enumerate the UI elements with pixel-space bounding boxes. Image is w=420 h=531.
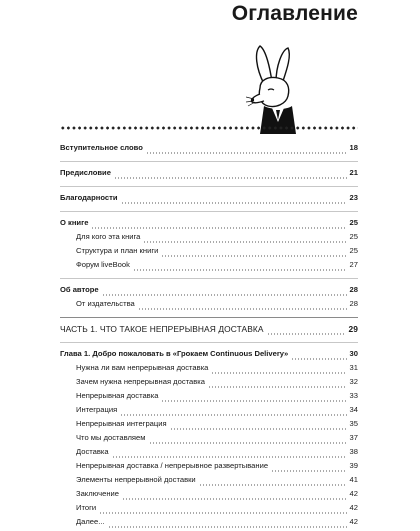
toc-entry-page: 33: [349, 391, 358, 400]
dot-leader: [161, 255, 346, 257]
mascot-illustration: [246, 44, 308, 134]
toc-entry-title: Форум liveBook: [76, 260, 130, 269]
dot-leader: [199, 484, 347, 486]
toc-entry-page: 34: [349, 405, 358, 414]
toc-entry-page: 28: [349, 285, 358, 294]
toc-entry-title: Элементы непрерывной доставки: [76, 475, 196, 484]
dot-leader: [114, 177, 347, 179]
dot-leader: [120, 414, 346, 416]
dot-leader: [91, 227, 346, 229]
toc-subentry[interactable]: [60, 489, 358, 503]
toc-entry-title: О книге: [60, 218, 89, 227]
dot-leader: [102, 294, 347, 296]
dot-leader: [112, 456, 347, 458]
toc-entry-page: 37: [349, 433, 358, 442]
dotted-divider: [60, 126, 358, 130]
table-of-contents: [60, 143, 358, 531]
dot-leader: [108, 526, 347, 528]
toc-entry-title: Непрерывная интеграция: [76, 419, 167, 428]
toc-subentry[interactable]: [60, 363, 358, 377]
toc-entry-title: От издательства: [76, 299, 135, 308]
toc-entry-page: 30: [349, 349, 358, 358]
toc-subentry[interactable]: [60, 391, 358, 405]
toc-entry-page: 25: [349, 232, 358, 241]
dot-leader: [143, 241, 346, 243]
toc-entry-title: Далее...: [76, 517, 105, 526]
toc-entry-acknowledgements[interactable]: [60, 193, 358, 207]
toc-entry-title: Глава 1. Добро пожаловать в «Грокаем Continuous Delivery»: [60, 349, 289, 358]
section-divider: [60, 211, 358, 212]
dot-leader: [161, 400, 346, 402]
toc-entry-title: Что мы доставляем: [76, 433, 146, 442]
toc-entry-title: ЧАСТЬ 1. ЧТО ТАКОЕ НЕПРЕРЫВНАЯ ДОСТАВКА: [60, 324, 264, 334]
toc-entry-foreword[interactable]: [60, 143, 358, 157]
toc-subentry[interactable]: [60, 405, 358, 419]
toc-entry-title: Интеграция: [76, 405, 118, 414]
toc-subentry[interactable]: [60, 377, 358, 391]
toc-subentry[interactable]: [60, 475, 358, 489]
toc-entry-page: 25: [349, 246, 358, 255]
toc-entry-title: Непрерывная доставка: [76, 391, 159, 400]
section-divider: [60, 186, 358, 187]
dot-leader: [122, 498, 347, 500]
toc-entry-about-author[interactable]: [60, 285, 358, 299]
toc-entry-page: 38: [349, 447, 358, 456]
toc-entry-title: Предисловие: [60, 168, 111, 177]
dot-leader: [271, 470, 347, 472]
toc-entry-page: 32: [349, 377, 358, 386]
dot-leader: [138, 308, 347, 310]
toc-entry-preface[interactable]: [60, 168, 358, 182]
toc-subentry[interactable]: [60, 232, 358, 246]
dot-leader: [146, 152, 347, 154]
dot-leader: [121, 202, 347, 204]
toc-entry-page: 21: [349, 168, 358, 177]
toc-entry-title: Заключение: [76, 489, 120, 498]
dot-leader: [99, 512, 346, 514]
section-divider: [60, 342, 358, 343]
toc-entry-title: Доставка: [76, 447, 109, 456]
toc-entry-page: 27: [349, 260, 358, 269]
toc-subentry[interactable]: [60, 299, 358, 313]
toc-entry-title: Об авторе: [60, 285, 99, 294]
dot-leader: [133, 269, 347, 271]
toc-entry-page: 25: [349, 218, 358, 227]
toc-entry-page: 39: [349, 461, 358, 470]
toc-entry-title: Структура и план книги: [76, 246, 159, 255]
toc-entry-chapter-1[interactable]: [60, 349, 358, 363]
toc-subentry[interactable]: [60, 433, 358, 447]
toc-subentry[interactable]: [60, 461, 358, 475]
toc-entry-page: 41: [349, 475, 358, 484]
toc-entry-title: Вступительное слово: [60, 143, 143, 152]
toc-entry-title: Нужна ли вам непрерывная доставка: [76, 363, 209, 372]
toc-subentry[interactable]: [60, 246, 358, 260]
dot-leader: [267, 333, 346, 335]
toc-subentry[interactable]: [60, 260, 358, 274]
toc-subentry[interactable]: [60, 419, 358, 433]
toc-entry-page: 31: [349, 363, 358, 372]
toc-entry-title: Непрерывная доставка / непрерывное развертывание: [76, 461, 269, 470]
toc-entry-page: 35: [349, 419, 358, 428]
toc-entry-page: 42: [349, 517, 358, 526]
toc-subentry[interactable]: [60, 503, 358, 517]
toc-entry-about-book[interactable]: [60, 218, 358, 232]
toc-entry-page: 23: [349, 193, 358, 202]
section-divider: [60, 317, 358, 318]
toc-entry-page: 29: [348, 324, 358, 334]
page-title: Оглавление: [231, 2, 358, 25]
toc-entry-page: 42: [349, 503, 358, 512]
dot-leader: [211, 372, 346, 374]
dot-leader: [291, 358, 346, 360]
toc-entry-title: Благодарности: [60, 193, 118, 202]
toc-subentry[interactable]: [60, 517, 358, 531]
dot-leader: [149, 442, 347, 444]
toc-entry-title: Итоги: [76, 503, 97, 512]
toc-entry-title: Для кого эта книга: [76, 232, 141, 241]
toc-entry-page: 42: [349, 489, 358, 498]
toc-entry-page: 18: [349, 143, 358, 152]
dot-leader: [170, 428, 347, 430]
section-divider: [60, 161, 358, 162]
toc-entry-page: 28: [349, 299, 358, 308]
toc-entry-part-1[interactable]: [60, 324, 358, 338]
dot-leader: [208, 386, 347, 388]
section-divider: [60, 278, 358, 279]
toc-subentry[interactable]: [60, 447, 358, 461]
toc-entry-title: Зачем нужна непрерывная доставка: [76, 377, 205, 386]
